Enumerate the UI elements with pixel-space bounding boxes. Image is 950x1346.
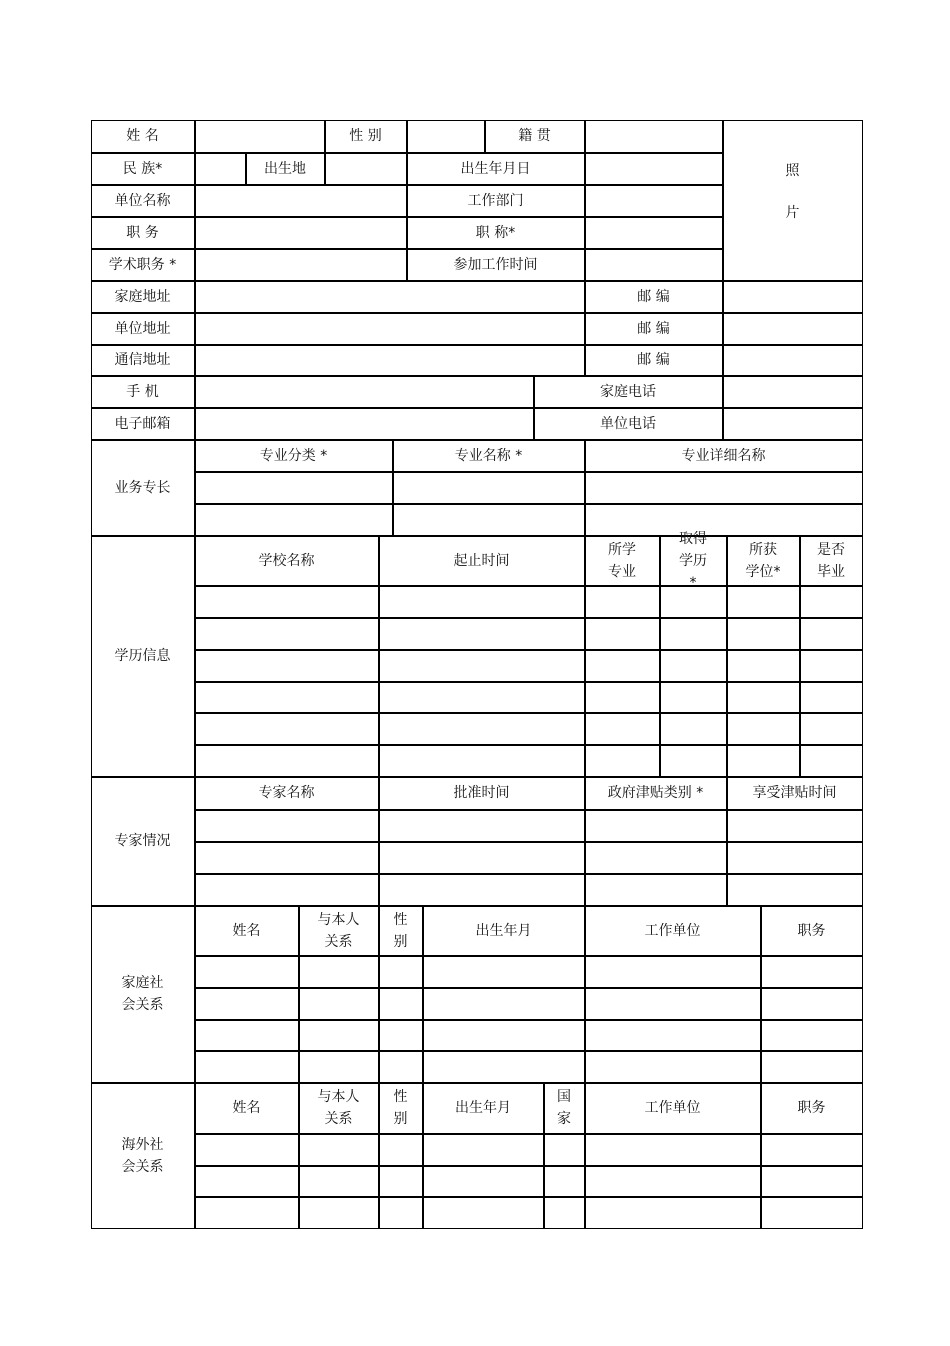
- label-expert-text: 专家情况: [114, 833, 171, 849]
- education-cell[interactable]: [800, 745, 863, 777]
- label-unit-name: [91, 185, 195, 217]
- expert-header: [379, 777, 585, 810]
- field-gender[interactable]: [407, 120, 485, 153]
- expert-cell[interactable]: [727, 842, 863, 874]
- overseas-header: [299, 1083, 379, 1134]
- label-mail-address: [91, 345, 195, 376]
- expert-cell[interactable]: [195, 842, 379, 874]
- family-cell[interactable]: [585, 1051, 761, 1083]
- field-unit-phone[interactable]: [723, 408, 863, 440]
- field-home-postcode[interactable]: [723, 281, 863, 313]
- label-work-start: [407, 249, 585, 281]
- label-gender-text: 性 别: [349, 128, 382, 144]
- label-home-postcode-text: 邮 编: [637, 288, 670, 305]
- specialty-cell[interactable]: [585, 504, 863, 536]
- label-expert: [91, 777, 195, 906]
- education-cell[interactable]: [727, 682, 800, 713]
- family-header-text: 工作单位: [644, 922, 701, 939]
- overseas-header-text: 与本人关系: [317, 1089, 360, 1127]
- education-cell[interactable]: [585, 586, 660, 618]
- family-cell[interactable]: [299, 1020, 379, 1051]
- education-cell[interactable]: [585, 650, 660, 682]
- expert-header-text: 批准时间: [453, 785, 510, 801]
- field-home-address[interactable]: [195, 281, 585, 313]
- education-header-text: 所学专业: [608, 541, 636, 580]
- education-cell[interactable]: [727, 586, 800, 618]
- label-education: [91, 536, 195, 777]
- education-cell[interactable]: [660, 682, 727, 713]
- field-unit-name[interactable]: [195, 185, 407, 217]
- expert-header-text: 政府津贴类别 *: [607, 785, 704, 801]
- label-mobile-text: 手 机: [126, 383, 159, 400]
- overseas-header-text: 出生年月: [455, 1100, 511, 1116]
- overseas-header-text: 姓名: [232, 1100, 261, 1116]
- label-family-text: 家庭社会关系: [121, 975, 164, 1013]
- family-cell[interactable]: [585, 1020, 761, 1051]
- overseas-header: [379, 1083, 423, 1134]
- label-ethnicity-text: 民 族*: [122, 160, 163, 177]
- overseas-cell[interactable]: [379, 1134, 423, 1166]
- family-cell[interactable]: [379, 956, 423, 988]
- specialty-header: [393, 440, 585, 472]
- family-header: [585, 906, 761, 956]
- family-header: [423, 906, 585, 956]
- photo-label-1: 照: [785, 163, 800, 179]
- overseas-header-text: 职务: [797, 1100, 826, 1116]
- family-header: [761, 906, 863, 956]
- overseas-cell[interactable]: [195, 1197, 299, 1229]
- family-header-text: 出生年月: [475, 922, 532, 939]
- overseas-cell[interactable]: [585, 1166, 761, 1197]
- overseas-cell[interactable]: [544, 1197, 585, 1229]
- family-cell[interactable]: [299, 988, 379, 1020]
- education-cell[interactable]: [800, 618, 863, 650]
- overseas-cell[interactable]: [761, 1134, 863, 1166]
- field-mail-address[interactable]: [195, 345, 585, 376]
- field-work-start[interactable]: [585, 249, 723, 281]
- overseas-cell[interactable]: [379, 1197, 423, 1229]
- education-cell[interactable]: [800, 650, 863, 682]
- overseas-header-text: 性别: [393, 1089, 408, 1127]
- expert-header: [727, 777, 863, 810]
- education-cell[interactable]: [660, 745, 727, 777]
- family-cell[interactable]: [379, 1051, 423, 1083]
- family-cell[interactable]: [195, 1020, 299, 1051]
- expert-cell[interactable]: [195, 874, 379, 906]
- label-unit-address: [91, 313, 195, 345]
- label-mail-postcode: [585, 345, 723, 376]
- label-title-text: 职 称*: [475, 224, 516, 241]
- family-cell[interactable]: [195, 956, 299, 988]
- label-home-address-text: 家庭地址: [114, 288, 171, 305]
- label-name: [91, 120, 195, 153]
- education-header-text: 学校名称: [258, 552, 315, 569]
- specialty-cell[interactable]: [393, 472, 585, 504]
- overseas-header-text: 工作单位: [644, 1100, 701, 1116]
- label-mail-postcode-text: 邮 编: [637, 352, 670, 368]
- field-name[interactable]: [195, 120, 325, 153]
- education-header-text: 所获学位*: [745, 541, 781, 580]
- overseas-cell[interactable]: [423, 1134, 544, 1166]
- label-work-start-text: 参加工作时间: [453, 256, 538, 273]
- label-mail-address-text: 通信地址: [114, 352, 171, 368]
- label-name-text: 姓 名: [126, 128, 159, 144]
- education-cell[interactable]: [379, 682, 585, 713]
- label-email: [91, 408, 195, 440]
- label-birth-date-text: 出生年月日: [460, 160, 531, 177]
- expert-header: [585, 777, 727, 810]
- education-cell[interactable]: [800, 713, 863, 745]
- overseas-cell[interactable]: [423, 1166, 544, 1197]
- family-header: [195, 906, 299, 956]
- label-email-text: 电子邮箱: [114, 415, 171, 432]
- education-cell[interactable]: [660, 713, 727, 745]
- overseas-cell[interactable]: [423, 1197, 544, 1229]
- family-cell[interactable]: [379, 988, 423, 1020]
- field-ethnicity[interactable]: [195, 153, 246, 185]
- specialty-header-text: 专业详细名称: [681, 447, 766, 464]
- family-cell[interactable]: [423, 956, 585, 988]
- education-cell[interactable]: [379, 618, 585, 650]
- overseas-header: [423, 1083, 544, 1134]
- family-cell[interactable]: [761, 956, 863, 988]
- education-cell[interactable]: [195, 745, 379, 777]
- label-home-postcode: [585, 281, 723, 313]
- overseas-header: [761, 1083, 863, 1134]
- family-cell[interactable]: [195, 988, 299, 1020]
- specialty-cell[interactable]: [585, 472, 863, 504]
- expert-cell[interactable]: [195, 810, 379, 842]
- label-position-text: 职 务: [126, 224, 159, 241]
- photo-box[interactable]: [723, 120, 863, 281]
- family-cell[interactable]: [423, 988, 585, 1020]
- overseas-cell[interactable]: [379, 1166, 423, 1197]
- education-cell[interactable]: [195, 713, 379, 745]
- field-department[interactable]: [585, 185, 723, 217]
- education-cell[interactable]: [195, 586, 379, 618]
- overseas-cell[interactable]: [195, 1134, 299, 1166]
- education-cell[interactable]: [727, 618, 800, 650]
- education-cell[interactable]: [660, 586, 727, 618]
- family-header: [379, 906, 423, 956]
- family-cell[interactable]: [379, 1020, 423, 1051]
- label-unit-name-text: 单位名称: [114, 192, 171, 209]
- expert-cell[interactable]: [585, 874, 727, 906]
- field-position[interactable]: [195, 217, 407, 249]
- specialty-cell[interactable]: [195, 472, 393, 504]
- overseas-cell[interactable]: [299, 1197, 379, 1229]
- education-cell[interactable]: [727, 713, 800, 745]
- family-cell[interactable]: [761, 1020, 863, 1051]
- label-specialty-text: 业务专长: [114, 479, 171, 496]
- education-cell[interactable]: [727, 745, 800, 777]
- label-specialty: [91, 440, 195, 536]
- label-unit-phone: [534, 408, 723, 440]
- education-cell[interactable]: [195, 618, 379, 650]
- label-home-address: [91, 281, 195, 313]
- label-academic-position-text: 学术职务 *: [108, 256, 177, 273]
- family-cell[interactable]: [761, 1051, 863, 1083]
- expert-cell[interactable]: [585, 842, 727, 874]
- education-cell[interactable]: [379, 586, 585, 618]
- overseas-cell[interactable]: [761, 1166, 863, 1197]
- family-cell[interactable]: [761, 988, 863, 1020]
- specialty-header: [585, 440, 863, 472]
- family-cell[interactable]: [585, 956, 761, 988]
- education-header: [660, 530, 727, 591]
- label-department: [407, 185, 585, 217]
- education-cell[interactable]: [379, 650, 585, 682]
- education-cell[interactable]: [585, 713, 660, 745]
- overseas-cell[interactable]: [299, 1134, 379, 1166]
- overseas-header: [585, 1083, 761, 1134]
- overseas-cell[interactable]: [299, 1166, 379, 1197]
- family-header-text: 职务: [797, 922, 826, 939]
- family-header-text: 姓名: [232, 922, 261, 939]
- education-header: [585, 536, 660, 586]
- overseas-cell[interactable]: [195, 1166, 299, 1197]
- education-cell[interactable]: [800, 682, 863, 713]
- education-header: [800, 536, 863, 586]
- specialty-cell[interactable]: [393, 504, 585, 536]
- education-cell[interactable]: [585, 745, 660, 777]
- education-header: [727, 536, 800, 586]
- overseas-cell[interactable]: [585, 1134, 761, 1166]
- education-cell[interactable]: [379, 745, 585, 777]
- label-mobile: [91, 376, 195, 408]
- specialty-cell[interactable]: [195, 504, 393, 536]
- education-cell[interactable]: [660, 650, 727, 682]
- label-home-phone-text: 家庭电话: [600, 383, 656, 400]
- field-mobile[interactable]: [195, 376, 534, 408]
- expert-cell[interactable]: [727, 874, 863, 906]
- field-title[interactable]: [585, 217, 723, 249]
- overseas-cell[interactable]: [544, 1134, 585, 1166]
- label-home-phone: [534, 376, 723, 408]
- family-cell[interactable]: [195, 1051, 299, 1083]
- label-academic-position: [91, 249, 195, 281]
- expert-cell[interactable]: [727, 810, 863, 842]
- label-family: [91, 906, 195, 1083]
- education-header-text: 取得学历*: [679, 530, 707, 591]
- photo-label-2: 片: [785, 205, 800, 221]
- education-cell[interactable]: [195, 650, 379, 682]
- education-header: [379, 536, 585, 586]
- label-unit-phone-text: 单位电话: [600, 415, 656, 432]
- field-academic-position[interactable]: [195, 249, 407, 281]
- label-gender: [325, 120, 407, 153]
- label-unit-address-text: 单位地址: [114, 320, 171, 337]
- label-unit-postcode: [585, 313, 723, 345]
- label-department-text: 工作部门: [467, 192, 524, 209]
- expert-header-text: 享受津贴时间: [752, 785, 837, 801]
- education-cell[interactable]: [585, 682, 660, 713]
- education-header: [195, 536, 379, 586]
- field-unit-postcode[interactable]: [723, 313, 863, 345]
- family-header: [299, 906, 379, 956]
- education-cell[interactable]: [800, 586, 863, 618]
- family-cell[interactable]: [299, 1051, 379, 1083]
- field-mail-postcode[interactable]: [723, 345, 863, 376]
- label-overseas-text: 海外社会关系: [121, 1136, 164, 1175]
- label-unit-postcode-text: 邮 编: [637, 320, 670, 337]
- label-native-place: [485, 120, 585, 153]
- label-overseas: [91, 1083, 195, 1229]
- family-header-text: 性别: [393, 911, 408, 950]
- label-position: [91, 217, 195, 249]
- label-birth-date: [407, 153, 585, 185]
- family-cell[interactable]: [585, 988, 761, 1020]
- label-title: [407, 217, 585, 249]
- specialty-header-text: 专业分类 *: [259, 447, 328, 464]
- overseas-header: [195, 1083, 299, 1134]
- expert-header: [195, 777, 379, 810]
- overseas-header: [544, 1083, 585, 1134]
- education-cell[interactable]: [727, 650, 800, 682]
- overseas-cell[interactable]: [585, 1197, 761, 1229]
- expert-header-text: 专家名称: [258, 785, 315, 801]
- education-header-text: 起止时间: [453, 552, 510, 569]
- overseas-header-text: 国家: [557, 1089, 571, 1127]
- expert-cell[interactable]: [379, 810, 585, 842]
- expert-cell[interactable]: [379, 874, 585, 906]
- family-header-text: 与本人关系: [317, 911, 360, 950]
- expert-cell[interactable]: [379, 842, 585, 874]
- field-native-place[interactable]: [585, 120, 723, 153]
- overseas-cell[interactable]: [544, 1166, 585, 1197]
- overseas-cell[interactable]: [761, 1197, 863, 1229]
- family-cell[interactable]: [423, 1020, 585, 1051]
- specialty-header: [195, 440, 393, 472]
- label-ethnicity: [91, 153, 195, 185]
- label-native-place-text: 籍 贯: [518, 128, 551, 144]
- label-birthplace: [246, 153, 325, 185]
- label-birthplace-text: 出生地: [264, 160, 306, 177]
- label-education-text: 学历信息: [114, 648, 171, 664]
- education-cell[interactable]: [660, 618, 727, 650]
- field-home-phone[interactable]: [723, 376, 863, 408]
- field-birth-date[interactable]: [585, 153, 723, 185]
- field-email[interactable]: [195, 408, 534, 440]
- expert-cell[interactable]: [585, 810, 727, 842]
- field-unit-address[interactable]: [195, 313, 585, 345]
- education-cell[interactable]: [585, 618, 660, 650]
- education-cell[interactable]: [195, 682, 379, 713]
- family-cell[interactable]: [299, 956, 379, 988]
- education-cell[interactable]: [379, 713, 585, 745]
- family-cell[interactable]: [423, 1051, 585, 1083]
- field-birthplace[interactable]: [325, 153, 407, 185]
- specialty-header-text: 专业名称 *: [454, 447, 523, 464]
- education-header-text: 是否毕业: [817, 541, 845, 580]
